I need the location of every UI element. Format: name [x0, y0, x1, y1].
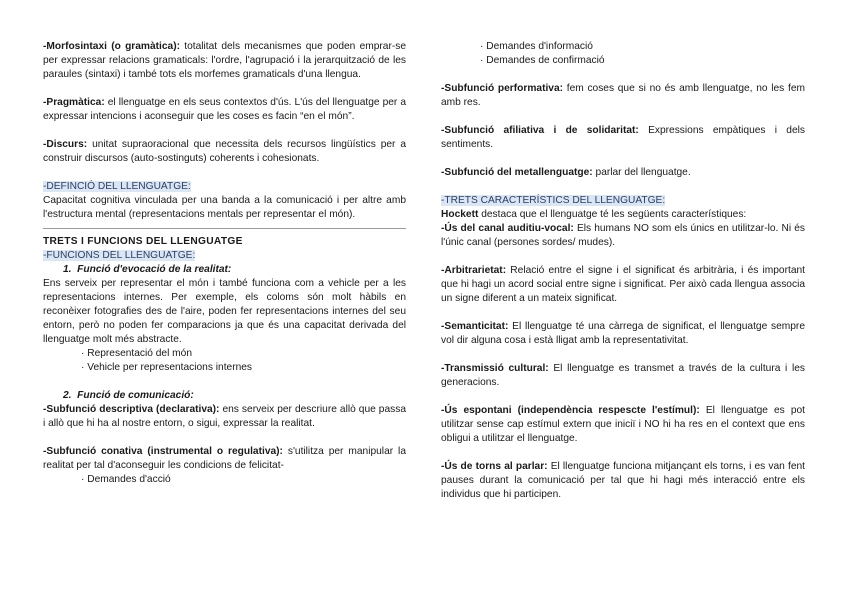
functions-heading: -FUNCIONS DEL LLENGUATGE:: [43, 250, 196, 261]
paragraph-conativa: -Subfunció conativa (instrumental o regulativa): s'utilitza per manipular la realitat per tal d'aconseguir les condicions de felicitat-: [43, 446, 406, 471]
traits-heading: -TRETS CARACTERÍSTICS DEL LLENGUATGE:: [441, 195, 666, 206]
conativa-item: · Demandes de confirmació: [480, 55, 605, 66]
paragraph-metallenguatge: -Subfunció del metallenguatge: parlar del llenguatge.: [441, 167, 691, 178]
function-2-title: Funció de comunicació:: [77, 390, 194, 401]
paragraph-espontani: -Ús espontani (independència respescte l'estímul): El llenguatge es pot utilitzar sense cap estímul extern que iniciï i NO hi ha res en el context que ens obligui a utilitzar el llenguatge.: [441, 405, 805, 444]
function-2-heading: 2. Funció de comunicació:: [63, 390, 194, 401]
function-1-title: Funció d'evocació de la realitat:: [77, 264, 232, 275]
paragraph-pragmatica: -Pragmàtica: el llenguatge en els seus contextos d'ús. L'ús del llenguatge per a expressar intencions i aconseguir que les coses es facin “en el món”.: [43, 97, 406, 122]
section-divider: [43, 228, 406, 229]
paragraph-semanticitat: -Semanticitat: El llenguatge té una càrrega de significat, el llenguatge sempre vol dir alguna cosa i està lligat amb la representativitat.: [441, 321, 805, 346]
paragraph-canal: -Ús del canal auditiu-vocal: Els humans NO som els únics en utilitzar-lo. Ni és l'únic canal (persones sordes/ mudes).: [441, 223, 805, 248]
term-transmissio: -Transmissió cultural:: [441, 363, 549, 374]
term-canal: -Ús del canal auditiu-vocal:: [441, 223, 574, 234]
term-conativa: -Subfunció conativa (instrumental o regulativa):: [43, 446, 283, 457]
function-1-item: · Representació del món: [81, 348, 192, 359]
term-semanticitat: -Semanticitat:: [441, 321, 509, 332]
paragraph-descriptiva: -Subfunció descriptiva (declarativa): ens serveix per descriure allò que passa i allò que hi ha al nostre entorn, o sigui, expressar la realitat.: [43, 404, 406, 429]
conativa-item: · Demandes d'acció: [81, 474, 171, 485]
functions-heading-line: [43, 249, 406, 263]
conativa-item: · Demandes d'informació: [480, 41, 593, 52]
paragraph-discurs: -Discurs: unitat supraoracional que necessita dels recursos lingüístics per a construir discursos (auto-sostinguts) coherents i cohesionats.: [43, 139, 406, 164]
paragraph-torns: -Ús de torns al parlar: El llenguatge funciona mitjançant els torns, i es van fent pauses durant la comunicació per tal que hi hagi més interacció entre els individus que hi participen.: [441, 461, 805, 500]
section-title: TRETS I FUNCIONS DEL LLENGUATGE: [43, 236, 243, 247]
term-torns: -Ús de torns al parlar:: [441, 461, 548, 472]
term-espontani: -Ús espontani (independència respescte l'estímul):: [441, 405, 700, 416]
left-column: [43, 40, 406, 487]
paragraph-performativa: -Subfunció performativa: fem coses que si no és amb llenguatge, no les fem amb res.: [441, 83, 805, 108]
term-metallenguatge: -Subfunció del metallenguatge:: [441, 167, 593, 178]
paragraph-arbitrarietat: -Arbitrarietat: Relació entre el signe i el significat és arbitrària, i és important que hi hagi un acord social entre signe i significat. Per això cada llengua associa un signe diferent a un mateix significat.: [441, 265, 805, 304]
definition-text: Capacitat cognitiva vinculada per una banda a la comunicació i per altre amb l'estructura mental (representacions mentals per representar el món).: [43, 195, 406, 220]
definition-heading: -DEFINCIÓ DEL LLENGUATGE:: [43, 181, 191, 192]
term-hockett: Hockett: [441, 209, 479, 220]
paragraph-morfosintaxi: -Morfosintaxi (o gramàtica): totalitat dels mecanismes que poden emprar-se per expressar relacions gramaticals: l'ordre, l'agrupació i la jerarquització de les paraules (sintaxi) i també tots els morfemes gramaticals d'una llengua.: [43, 41, 406, 80]
term-discurs: -Discurs:: [43, 139, 88, 150]
paragraph-afiliativa: -Subfunció afiliativa i de solidaritat: Expressions empàtiques i dels sentiments.: [441, 125, 805, 150]
function-1-heading: 1. Funció d'evocació de la realitat:: [63, 264, 232, 275]
term-performativa: -Subfunció performativa:: [441, 83, 564, 94]
term-arbitrarietat: -Arbitrarietat:: [441, 265, 507, 276]
term-morfosintaxi: -Morfosintaxi (o gramàtica):: [43, 41, 180, 52]
term-descriptiva: -Subfunció descriptiva (declarativa):: [43, 404, 220, 415]
paragraph-transmissio: -Transmissió cultural: El llenguatge es transmet a través de la cultura i les generacions.: [441, 363, 805, 388]
traits-heading-line: [441, 194, 805, 208]
function-1-item: · Vehicle per representacions internes: [81, 362, 253, 373]
definition-heading-line: [43, 180, 406, 194]
term-afiliativa: -Subfunció afiliativa i de solidaritat:: [441, 125, 639, 136]
right-column: [441, 40, 805, 502]
paragraph-hockett: Hockett destaca que el llenguatge té les següents característiques:: [441, 209, 747, 220]
term-pragmatica: -Pragmàtica:: [43, 97, 105, 108]
function-1-text: Ens serveix per representar el món i també funciona com a vehicle per a les representacions internes. Per exemple, els coloms són molt hàbils en reconèixer fotografies des de l'aire, poden fer representacions internes del seu entorn, però no poden fer comparacions ja que és una capacitat derivada del llenguatge molt més abstracte.: [43, 278, 406, 345]
